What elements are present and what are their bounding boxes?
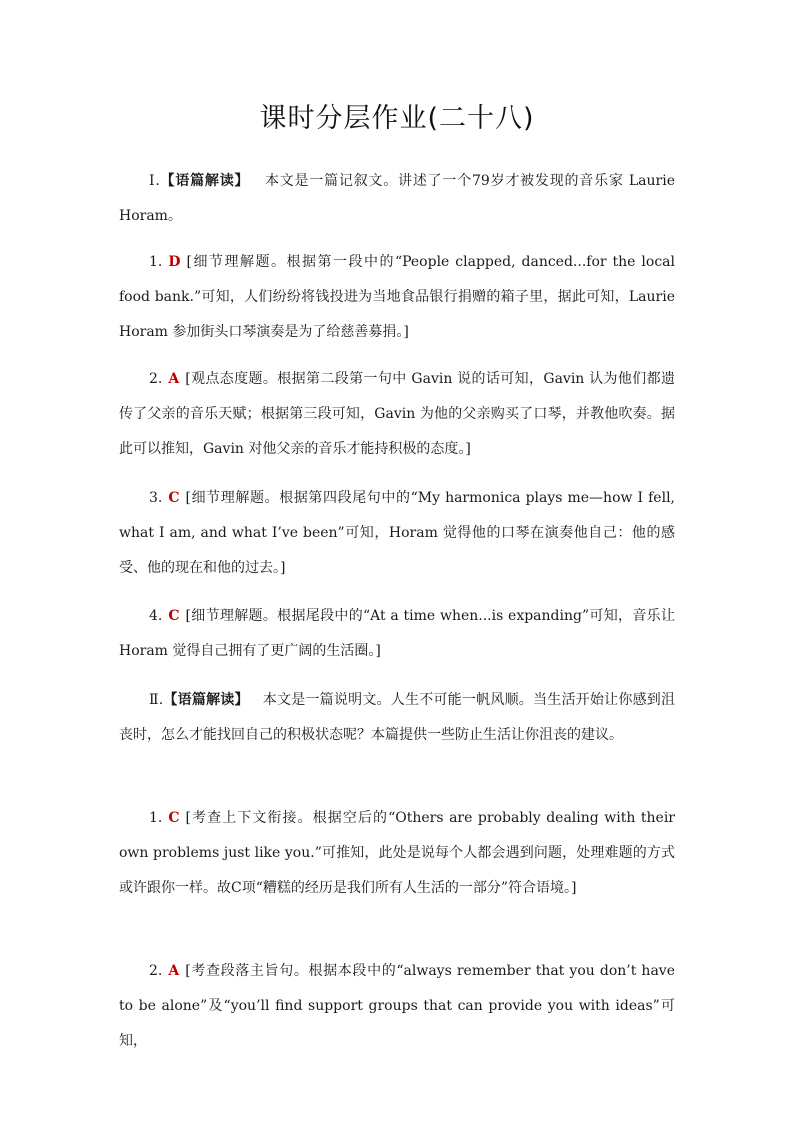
- item-explanation: [细节理解题。根据尾段中的“At a time when...is expanding”可知，音乐让 Horam 觉得自己拥有了更广阔的生活圈。]: [119, 608, 675, 659]
- section1-intro-text: 本文是一篇记叙文。讲述了一个79岁才被发现的音乐家 Laurie Horam。: [119, 173, 675, 224]
- item-number: 3.: [149, 490, 163, 506]
- answer-letter: C: [168, 810, 180, 826]
- page-title: 课时分层作业(二十八): [259, 103, 535, 134]
- section1-label: Ⅰ.: [149, 173, 160, 189]
- item-number: 1.: [149, 254, 163, 270]
- item-number: 2.: [149, 963, 163, 979]
- item-explanation: [细节理解题。根据第四段尾句中的“My harmonica plays me—how I fell, what I am, and what I’ve been”可知，Horam 觉得他的口琴在演奏他自己：他的感受、他的现在和他的过去。]: [119, 490, 675, 576]
- section1-tag: 【语篇解读】: [159, 173, 250, 189]
- section1-intro: [119, 164, 675, 234]
- answer-letter: A: [168, 371, 180, 387]
- section1-item-2: [119, 362, 675, 467]
- item-explanation: [考查段落主旨句。根据本段中的“always remember that you don’t have to be alone”及“you’ll find support groups that can provide you with ideas”可知，: [119, 963, 675, 1049]
- section1-item-4: [119, 599, 675, 669]
- answer-letter: C: [168, 608, 180, 624]
- section2-label: Ⅱ.: [149, 692, 164, 708]
- section2-item-2: [119, 954, 675, 1059]
- section2-intro: [119, 683, 675, 753]
- section2-item-1: [119, 801, 675, 906]
- item-number: 4.: [149, 608, 163, 624]
- item-explanation: [观点态度题。根据第二段第一句中 Gavin 说的话可知，Gavin 认为他们都遗传了父亲的音乐天赋；根据第三段可知，Gavin 为他的父亲购买了口琴，并教他吹奏。据此可以推知，Gavin 对他父亲的音乐才能持积极的态度。]: [119, 371, 675, 457]
- answer-letter: A: [168, 963, 180, 979]
- item-explanation: [考查上下文衔接。根据空后的“Others are probably dealing with their own problems just like you.”可推知，此处是说每个人都会遇到问题，处理难题的方式或许跟你一样。故C项“糟糕的经历是我们所有人生活的一部分”符合语境。]: [119, 810, 675, 896]
- section2-intro-text: 本文是一篇说明文。人生不可能一帆风顺。当生活开始让你感到沮丧时，怎么才能找回自己的积极状态呢？本篇提供一些防止生活让你沮丧的建议。: [119, 692, 676, 743]
- item-explanation: [细节理解题。根据第一段中的“People clapped, danced...for the local food bank.”可知，人们纷纷将钱投进为当地食品银行捐赠的箱子里，据此可知，Laurie Horam 参加街头口琴演奏是为了给慈善募捐。]: [119, 254, 675, 340]
- answer-letter: C: [168, 490, 180, 506]
- item-number: 1.: [149, 810, 163, 826]
- section1-item-3: [119, 481, 675, 586]
- section1-item-1: [119, 245, 675, 350]
- section2-tag: 【语篇解读】: [163, 692, 249, 708]
- item-number: 2.: [149, 371, 163, 387]
- answer-letter: D: [168, 254, 181, 270]
